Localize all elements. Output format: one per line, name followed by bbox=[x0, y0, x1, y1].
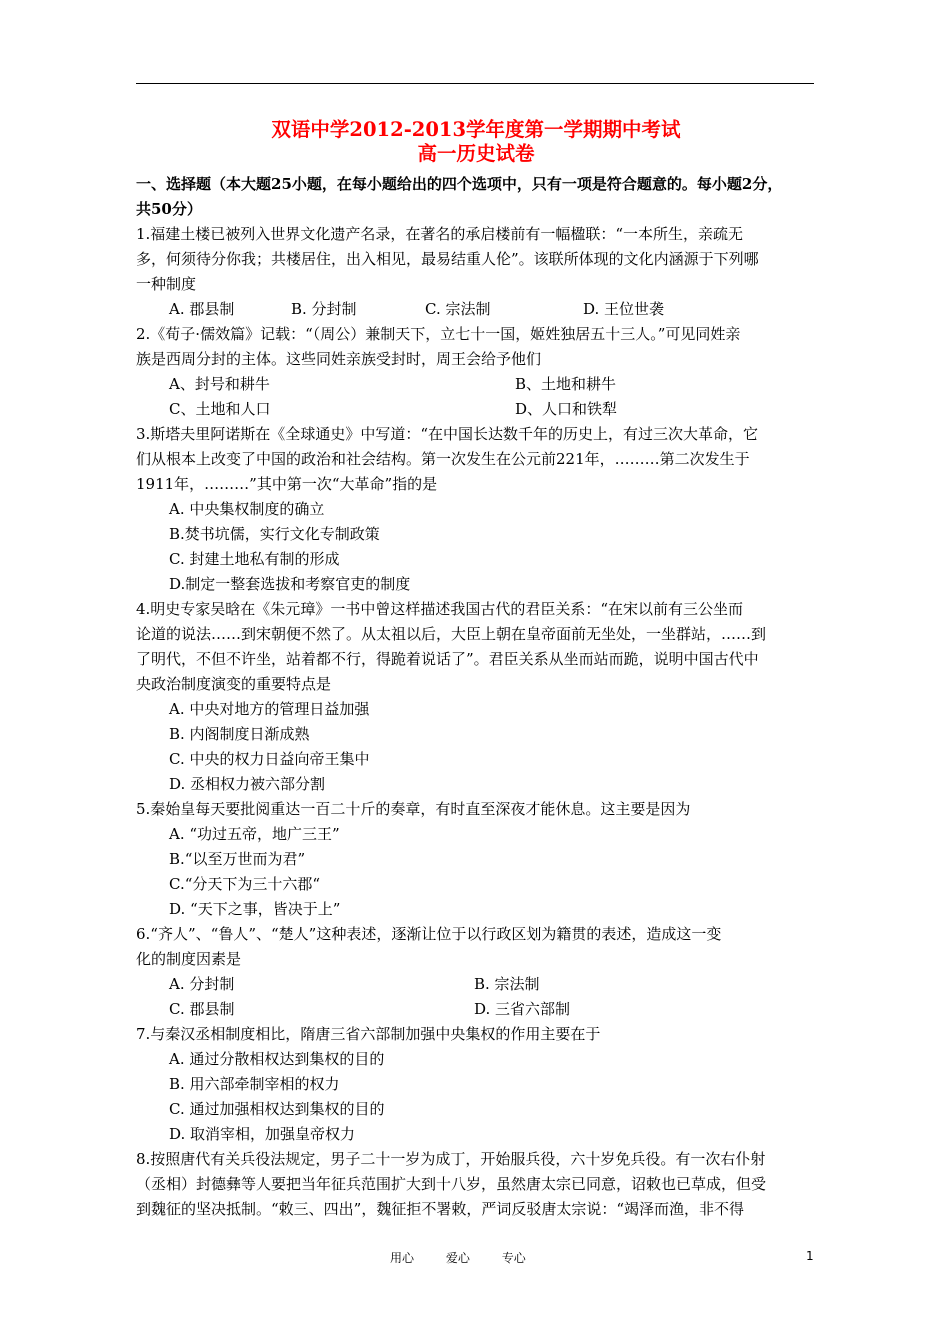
option-a: A、封号和耕牛 bbox=[169, 375, 270, 393]
option-a: A. “功过五帝，地广三王” bbox=[169, 825, 340, 843]
option-b: B、土地和耕牛 bbox=[515, 375, 617, 393]
question-8-text: 到魏征的坚决抵制。“敕三、四出”，魏征拒不署敕，严词反驳唐太宗说：“竭泽而渔，非不得 bbox=[136, 1200, 745, 1218]
question-1-text: 1.福建土楼已被列入世界文化遗产名录，在著名的承启楼前有一幅楹联：“一本所生，亲疏无 bbox=[136, 225, 743, 243]
footer-motto bbox=[390, 1249, 554, 1266]
option-b: B. 用六部牵制宰相的权力 bbox=[169, 1075, 340, 1093]
question-4-text: 央政治制度演变的重要特点是 bbox=[136, 675, 332, 693]
question-1-text: 多，何须待分你我；共楼居住，出入相见，最易结重人伦”。该联所体现的文化内涵源于下列哪 bbox=[136, 250, 759, 268]
option-c: C.“分天下为三十六郡“ bbox=[169, 875, 321, 893]
option-c: C. 通过加强相权达到集权的目的 bbox=[169, 1100, 385, 1118]
option-d: D.制定一整套选拔和考察官吏的制度 bbox=[169, 575, 411, 593]
question-6-options bbox=[136, 972, 816, 997]
option-b: B.“以至万世而为君” bbox=[169, 850, 306, 868]
question-2-text: 族是西周分封的主体。这些同姓亲族受封时，周王会给予他们 bbox=[136, 350, 542, 368]
question-5-text: 5.秦始皇每天要批阅重达一百二十斤的奏章，有时直至深夜才能休息。这主要是因为 bbox=[136, 800, 691, 818]
option-d: D. 王位世袭 bbox=[583, 300, 665, 318]
question-7-text: 7.与秦汉丞相制度相比，隋唐三省六部制加强中央集权的作用主要在于 bbox=[136, 1025, 601, 1043]
question-4-text: 论道的说法……到宋朝便不然了。从太祖以后，大臣上朝在皇帝面前无坐处，一坐群站，……到 bbox=[136, 625, 767, 643]
option-c: C、土地和人口 bbox=[169, 400, 271, 418]
question-6-options bbox=[136, 997, 816, 1022]
footer-motto-item: 用心 bbox=[390, 1251, 415, 1265]
exam-title: 双语中学2012-2013学年度第一学期期中考试 bbox=[271, 118, 681, 141]
option-c: C. 封建土地私有制的形成 bbox=[169, 550, 340, 568]
option-d: D. 三省六部制 bbox=[474, 1000, 571, 1018]
option-d: D. “天下之事，皆决于上” bbox=[169, 900, 341, 918]
option-d: D、人口和铁犁 bbox=[515, 400, 618, 418]
question-1-text: 一种制度 bbox=[136, 275, 197, 293]
section-heading-cont: 共50分） bbox=[136, 200, 202, 218]
question-6-text: 6.“齐人”、“鲁人”、“楚人”这种表述，逐渐让位于以行政区划为籍贯的表述，造成这一变 bbox=[136, 925, 722, 943]
question-4-text: 4.明史专家吴晗在《朱元璋》一书中曾这样描述我国古代的君臣关系：“在宋以前有三公坐而 bbox=[136, 600, 743, 618]
question-6-text: 化的制度因素是 bbox=[136, 950, 242, 968]
page-number: 1 bbox=[806, 1249, 814, 1263]
question-4-text: 了明代，不但不许坐，站着都不行，得跪着说话了”。君臣关系从坐而站而跪，说明中国古代中 bbox=[136, 650, 759, 668]
question-2-text: 2.《荀子·儒效篇》记载：“（周公）兼制天下，立七十一国，姬姓独居五十三人。”可见同姓亲 bbox=[136, 325, 741, 343]
question-3-text: 们从根本上改变了中国的政治和社会结构。第一次发生在公元前221年，………第二次发生于 bbox=[136, 450, 750, 468]
header-rule bbox=[136, 83, 814, 84]
footer-motto-item: 专心 bbox=[501, 1251, 526, 1265]
question-1-options bbox=[136, 297, 816, 322]
option-b: B.焚书坑儒，实行文化专制政策 bbox=[169, 525, 380, 543]
option-d: D. 丞相权力被六部分割 bbox=[169, 775, 326, 793]
option-c: C. 郡县制 bbox=[169, 1000, 235, 1018]
option-b: B. 分封制 bbox=[291, 300, 357, 318]
option-d: D. 取消宰相，加强皇帝权力 bbox=[169, 1125, 356, 1143]
option-b: B. 宗法制 bbox=[474, 975, 540, 993]
option-a: A. 通过分散相权达到集权的目的 bbox=[169, 1050, 385, 1068]
option-c: C. 中央的权力日益向帝王集中 bbox=[169, 750, 370, 768]
footer-motto-item: 爱心 bbox=[445, 1251, 470, 1265]
exam-body bbox=[136, 118, 816, 1222]
option-a: A. 中央集权制度的确立 bbox=[169, 500, 325, 518]
option-a: A. 郡县制 bbox=[169, 300, 235, 318]
option-c: C. 宗法制 bbox=[425, 300, 491, 318]
option-a: A. 分封制 bbox=[169, 975, 235, 993]
question-8-text: （丞相）封德彝等人要把当年征兵范围扩大到十八岁，虽然唐太宗已同意，诏敕也已草成，但受 bbox=[136, 1175, 767, 1193]
section-heading: 一、选择题（本大题25小题，在每小题给出的四个选项中，只有一项是符合题意的。每小题2分， bbox=[136, 175, 783, 193]
exam-subtitle: 高一历史试卷 bbox=[417, 142, 535, 165]
question-3-text: 1911年，………”其中第一次“大革命”指的是 bbox=[136, 475, 438, 493]
question-2-options bbox=[136, 372, 816, 397]
option-a: A. 中央对地方的管理日益加强 bbox=[169, 700, 370, 718]
question-3-text: 3.斯塔夫里阿诺斯在《全球通史》中写道：“在中国长达数千年的历史上，有过三次大革命，它 bbox=[136, 425, 758, 443]
question-8-text: 8.按照唐代有关兵役法规定，男子二十一岁为成丁，开始服兵役，六十岁免兵役。有一次右仆射 bbox=[136, 1150, 766, 1168]
option-b: B. 内阁制度日渐成熟 bbox=[169, 725, 310, 743]
question-2-options bbox=[136, 397, 816, 422]
